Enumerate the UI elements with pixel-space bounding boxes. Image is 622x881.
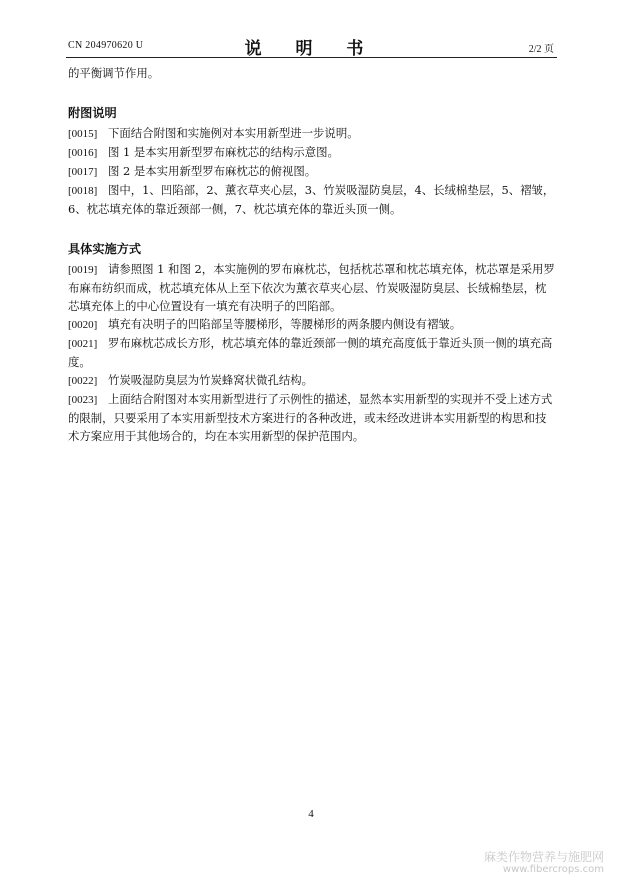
paragraph-text: 图 2 是本实用新型罗布麻枕芯的俯视图。 [108, 164, 317, 178]
document-title: 说 明 书 [244, 39, 378, 59]
paragraph [68, 315, 556, 334]
paragraph-text: 下面结合附图和实施例对本实用新型进一步说明。 [108, 126, 359, 140]
paragraph-number: [0022] [68, 375, 98, 387]
watermark-url: www.fibercrops.com [502, 864, 604, 875]
paragraph [68, 371, 556, 390]
patent-number: CN 204970620 U [68, 40, 144, 51]
paragraph [68, 390, 556, 445]
intro-fragment: 的平衡调节作用。 [68, 66, 160, 80]
paragraph-number: [0021] [68, 338, 98, 350]
paragraph [68, 162, 556, 181]
paragraph-number: [0023] [68, 394, 98, 406]
paragraph-text: 竹炭吸湿防臭层为竹炭蜂窝状微孔结构。 [108, 373, 314, 387]
page-number: 4 [308, 808, 314, 820]
paragraph-number: [0016] [68, 147, 98, 159]
paragraph-number: [0020] [68, 319, 98, 331]
paragraph [68, 181, 556, 218]
paragraph [68, 334, 556, 371]
paragraph [68, 260, 556, 315]
paragraph-number: [0019] [68, 264, 98, 276]
paragraph-number: [0017] [68, 166, 98, 178]
page-count: 2/2 页 [528, 44, 554, 55]
document-body [68, 64, 556, 445]
paragraph [68, 124, 556, 143]
paragraph-text: 图 1 是本实用新型罗布麻枕芯的结构示意图。 [108, 145, 339, 159]
paragraph-number: [0015] [68, 128, 98, 140]
paragraph-text: 罗布麻枕芯成长方形，枕芯填充体的靠近颈部一侧的填充高度低于靠近头顶一侧的填充高度。 [68, 336, 553, 369]
paragraph-text: 填充有决明子的凹陷部呈等腰梯形，等腰梯形的两条腰内侧设有褶皱。 [108, 317, 462, 331]
paragraph [68, 143, 556, 162]
paragraph-text: 上面结合附图对本实用新型进行了示例性的描述，显然本实用新型的实现并不受上述方式的限制，只要采用了本实用新型技术方案进行的各种改进，或未经改进讲本实用新型的构思和技术方案应用于其他场合的，均在本实用新型的保护范围内。 [68, 392, 553, 443]
paragraph-text: 图中，1、凹陷部，2、薰衣草夹心层，3、竹炭吸湿防臭层，4、长绒棉垫层，5、褶皱，6、枕芯填充体的靠近颈部一侧，7、枕芯填充体的靠近头顶一侧。 [68, 183, 555, 216]
paragraph-number: [0018] [68, 185, 98, 197]
section-title: 具体实施方式 [68, 242, 142, 256]
section-title: 附图说明 [68, 106, 117, 120]
watermark-text: 麻类作物营养与施肥网 [483, 850, 604, 864]
section-embodiment [68, 240, 556, 445]
paragraph-text: 请参照图 1 和图 2，本实施例的罗布麻枕芯，包括枕芯罩和枕芯填充体，枕芯罩是采用罗布麻布纺织而成，枕芯填充体从上至下依次为薰衣草夹心层、竹炭吸湿防臭层、长绒棉垫层，枕芯填充体上的中心位置设有一填充有决明子的凹陷部。 [68, 262, 555, 313]
section-drawings [68, 104, 556, 218]
header-divider [66, 57, 557, 58]
